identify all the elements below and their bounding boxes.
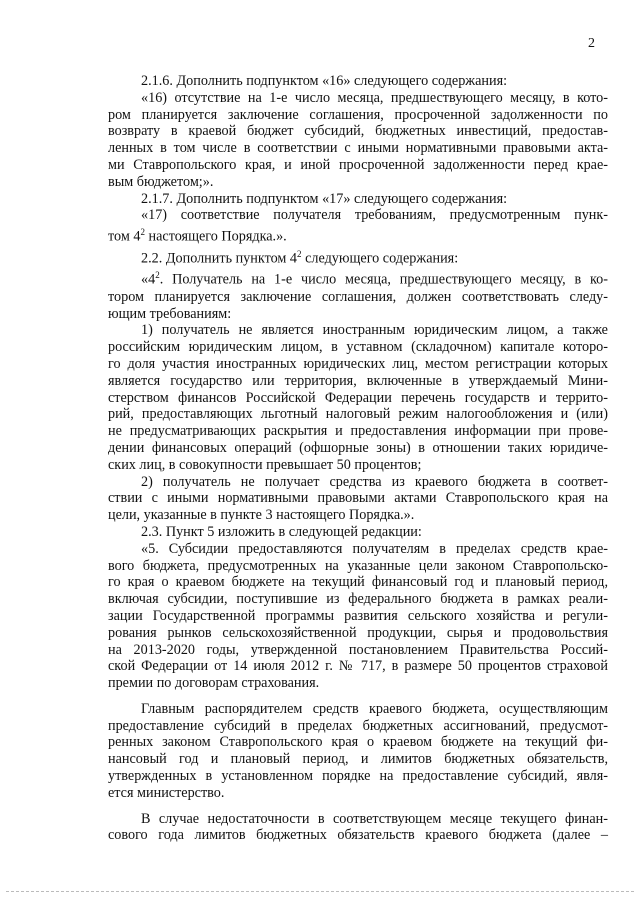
text-line: «5. Субсидии предоставляются получателям в пределах средств крае- <box>141 540 608 557</box>
text-line: зации Государственной программы развития сельского хозяйства и регули- <box>108 607 608 624</box>
superscript: 2 <box>155 270 160 281</box>
text-line: го доля участия иностранных юридических лиц, местом регистрации которых <box>108 355 608 372</box>
superscript: 2 <box>297 248 302 259</box>
text-line: вым бюджетом;». <box>108 173 214 190</box>
text-line: 2) получатель не получает средства из краевого бюджета в соответ- <box>141 473 608 490</box>
text-line: дении финансовых операций (офшорные зоны) в отношении таких юридиче- <box>108 439 608 456</box>
superscript: 2 <box>140 227 145 238</box>
text-line: включая субсидии, поступившие из федерального бюджета в рамках реали- <box>108 591 608 608</box>
text-line: возврату в краевой бюджет субсидий, бюджетных инвестиций, предостав- <box>108 123 608 140</box>
text-line: го края о краевом бюджете на текущий финансовый год и плановый период, <box>108 574 608 591</box>
text-line: премии по договорам страхования. <box>108 675 320 692</box>
text-line: ской Федерации от 14 июля 2012 г. № 717, в размере 50 процентов страховой <box>108 658 608 675</box>
text-line: ленных в том числе в соответствии с иными нормативными правовыми акта- <box>108 140 608 157</box>
text-line: сового года лимитов бюджетных обязательств краевого бюджета (далее – <box>108 827 608 844</box>
text-line: российским юридическим лицом, в уставном (складочном) капитале которо- <box>108 339 608 356</box>
text-line: ми Ставропольского края, и иной просроченной задолженности перед крае- <box>108 156 608 173</box>
text-line: рования рынков сельскохозяйственной продукции, сырья и продовольствия <box>108 624 608 641</box>
text-line: том $4^2$ настоящего Порядка.». <box>108 227 287 245</box>
text-line: ром планируется заключение соглашения, просроченной задолженности по <box>108 106 608 123</box>
text-line: 2.3. Пункт 5 изложить в следующей редакции: <box>141 523 422 540</box>
text-line: Главным распорядителем средств краевого бюджета, осуществляющим <box>141 700 608 717</box>
text-line: на 2013-2020 годы, утвержденной постановлением Правительства Россий- <box>108 641 608 658</box>
text-line: 2.1.7. Дополнить подпунктом «17» следующего содержания: <box>141 190 508 207</box>
paragraph-gap <box>108 802 608 811</box>
text-line: утвержденных в установленном порядке на предоставление субсидий, явля- <box>108 768 608 785</box>
text-line: В случае недостаточности в соответствующем месяце текущего финан- <box>141 810 608 827</box>
text-line: не предусматривающих раскрытия и предоставления информации при прове- <box>108 423 608 440</box>
text-line: предоставление субсидий в пределах бюджетных ассигнований, предусмот- <box>108 717 608 734</box>
text-line: цели, указанные в пункте 3 настоящего Порядка.». <box>108 507 415 524</box>
text-line: ствии с иными нормативными правовыми актами Ставропольского края на <box>108 490 608 507</box>
text-line: является государство или территория, включенные в утверждаемый Мини- <box>108 372 608 389</box>
text-line: стерством финансов Российской Федерации перечень государств и террито- <box>108 389 608 406</box>
text-line: ется министерство. <box>108 784 225 801</box>
text-line: ренных законом Ставропольского края о краевом бюджете на текущий фи- <box>108 734 608 751</box>
scan-bottom-edge <box>6 891 634 893</box>
paragraph-gap <box>108 692 608 701</box>
text-line: «17) соответствие получателя требованиям, предусмотренным пунк- <box>141 207 608 224</box>
text-line: «16) отсутствие на 1-е число месяца, предшествующего месяцу, в кото- <box>141 89 608 106</box>
text-line: 1) получатель не является иностранным юридическим лицом, а также <box>141 322 608 339</box>
text-line: тором планируется заключение соглашения, должен соответствовать следу- <box>108 288 608 305</box>
text-line: нансовый год и плановый период, и лимитов бюджетных обязательств, <box>108 751 608 768</box>
page-number: 2 <box>588 36 595 51</box>
text-line: 2.1.6. Дополнить подпунктом «16» следующего содержания: <box>141 73 508 89</box>
document-body <box>108 73 608 844</box>
text-line: ских лиц, в совокупности превышает 50 процентов; <box>108 456 422 473</box>
text-line: «$4^2$. Получатель на 1-е число месяца, предшествующего месяцу, в ко- <box>141 270 608 288</box>
text-line: вого бюджета, предусмотренных на указанные цели законом Ставропольско- <box>108 557 608 574</box>
text-line: рий, предоставляющих льготный налоговый режим налогообложения и (или) <box>108 406 608 423</box>
text-line: ющим требованиям: <box>108 305 232 322</box>
text-line: 2.2. Дополнить пунктом $4^2$ следующего содержания: <box>141 248 459 267</box>
